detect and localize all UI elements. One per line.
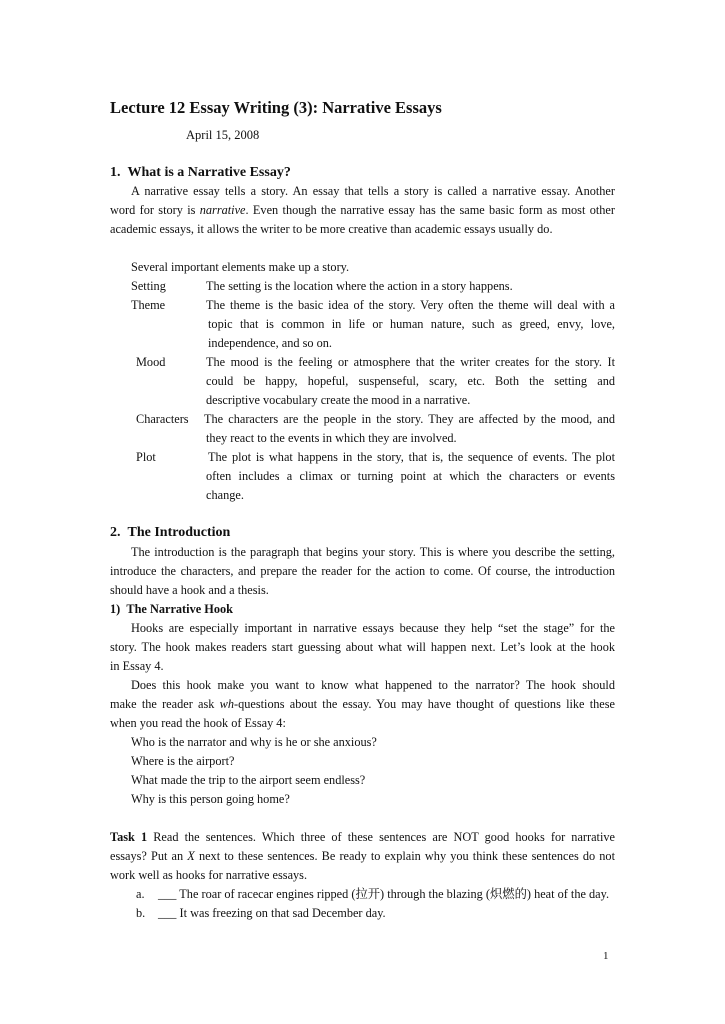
task-label: Task 1	[110, 830, 148, 844]
task-1-line-1	[110, 828, 615, 847]
question-1: Who is the narrator and why is he or she anxious?	[131, 735, 377, 749]
element-def-plot-2: often includes a climax or turning point at which the characters or events	[206, 469, 615, 483]
text-run: essays? Put an	[110, 849, 188, 863]
question-2: Where is the airport?	[131, 754, 235, 768]
task-item-b-marker: b.	[136, 906, 146, 920]
task-item-a-marker: a.	[136, 887, 145, 901]
hook-para2-line-2	[110, 695, 615, 714]
italic-term: X	[187, 849, 195, 863]
element-def-plot-3: change.	[206, 488, 244, 502]
section-1-para-line-3: academic essays, it allows the writer to be more creative than academic essays usually do.	[110, 222, 553, 236]
hook-para-line-1: Hooks are especially important in narrative essays because they help “set the stage” for the	[131, 621, 615, 635]
text-run: make the reader ask	[110, 697, 220, 711]
task-1-line-3: work well as hooks for narrative essays.	[110, 868, 308, 882]
section-2-para-line-2: introduce the characters, and prepare the reader for the action to come. Of course, the introduction	[110, 564, 615, 578]
element-term-characters: Characters	[136, 412, 189, 426]
hook-para2-line-1: Does this hook make you want to know what happened to the narrator? The hook should	[131, 678, 615, 692]
section-2-para-line-1: The introduction is the paragraph that begins your story. This is where you describe the setting,	[131, 545, 615, 559]
task-1-line-2	[110, 847, 615, 866]
element-term-mood: Mood	[136, 355, 166, 369]
task-item-b-text: ___ It was freezing on that sad December day.	[158, 906, 386, 920]
element-def-theme-3: independence, and so on.	[208, 336, 332, 350]
hook-para-line-3: in Essay 4.	[110, 659, 164, 673]
hook-para-line-2: story. The hook makes readers start guessing about what will happen next. Let’s look at the hook	[110, 640, 615, 654]
section-1-para-line-2	[110, 201, 615, 220]
element-def-mood-1: The mood is the feeling or atmosphere that the writer creates for the story. It	[206, 355, 615, 369]
section-2-heading: 2. The Introduction	[110, 525, 231, 540]
section-2-para-line-3: should have a hook and a thesis.	[110, 583, 269, 597]
text-run: . Even though the narrative essay has the same basic form as most other	[245, 203, 615, 217]
element-term-theme: Theme	[131, 298, 166, 312]
text-run: next to these sentences. Be ready to explain why you think these sentences do not	[194, 849, 615, 863]
element-def-plot-1: The plot is what happens in the story, that is, the sequence of events. The plot	[208, 450, 615, 464]
text-run: Read the sentences. Which three of these sentences are NOT good hooks for narrative	[147, 830, 615, 844]
document-date: April 15, 2008	[186, 128, 260, 142]
element-term-plot: Plot	[136, 450, 156, 464]
hook-para2-line-3: when you read the hook of Essay 4:	[110, 716, 286, 730]
question-3: What made the trip to the airport seem endless?	[131, 773, 366, 787]
text-run: -questions about the essay. You may have thought of questions like these	[233, 697, 615, 711]
elements-intro: Several important elements make up a story.	[131, 260, 350, 274]
text-run: word for story is	[110, 203, 200, 217]
narrative-hook-heading: 1) The Narrative Hook	[110, 602, 233, 616]
document-title: Lecture 12 Essay Writing (3): Narrative Essays	[110, 98, 442, 117]
element-def-characters-2: they react to the events in which they are involved.	[206, 431, 457, 445]
page-number: 1	[603, 950, 609, 962]
italic-term: narrative	[199, 203, 246, 217]
section-1-para-line-1: A narrative essay tells a story. An essay that tells a story is called a narrative essay. Another	[131, 184, 615, 198]
italic-term: wh	[219, 697, 234, 711]
element-def-mood-2: could be happy, hopeful, suspenseful, scary, etc. Both the setting and	[206, 374, 615, 388]
task-item-a-text: ___ The roar of racecar engines ripped (拉开) through the blazing (炽燃的) heat of the day.	[158, 887, 610, 901]
element-def-theme-2: topic that is common in life or human nature, such as greed, envy, love,	[208, 317, 615, 331]
element-def-theme-1: The theme is the basic idea of the story. Very often the theme will deal with a	[206, 298, 615, 312]
element-def-setting: The setting is the location where the action in a story happens.	[206, 279, 513, 293]
element-def-mood-3: descriptive vocabulary create the mood in a narrative.	[206, 393, 471, 407]
element-term-setting: Setting	[131, 279, 166, 293]
section-1-heading: 1. What is a Narrative Essay?	[110, 165, 291, 180]
question-4: Why is this person going home?	[131, 792, 290, 806]
element-def-characters-1: The characters are the people in the story. They are affected by the mood, and	[204, 412, 615, 426]
